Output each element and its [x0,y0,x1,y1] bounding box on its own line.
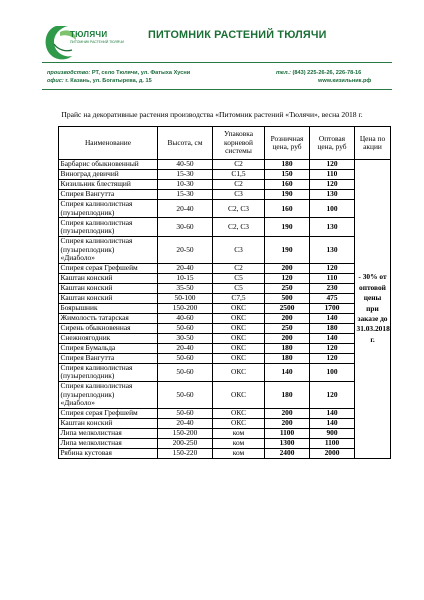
cell-wholesale: 140 [310,408,355,418]
cell-retail: 1100 [265,428,310,438]
table-row [59,236,391,263]
cell-wholesale: 120 [310,180,355,190]
cell-retail: 180 [265,381,310,408]
website[interactable]: www.кизильник.рф [318,78,372,84]
cell-retail: 200 [265,333,310,343]
cell-retail: 200 [265,408,310,418]
cell-retail: 180 [265,343,310,353]
name-line: Спирея серая Грефшейм [60,262,138,272]
header-row [59,127,391,160]
table-row [59,200,391,218]
cell-wholesale: 900 [310,428,355,438]
cell-retail: 190 [265,236,310,263]
cell-pack: С2 [213,263,265,273]
table-row [59,428,391,438]
price-table [58,126,391,459]
cell-name [59,180,158,190]
table-row [59,333,391,343]
cell-pack: С3 [213,190,265,200]
company-title: ПИТОМНИК РАСТЕНИЙ ТЮЛЯЧИ [148,29,327,41]
cell-height: 40-50 [158,160,213,170]
name-line: Спирея Бумальда [60,342,116,352]
cell-wholesale: 130 [310,236,355,263]
cell-name [59,333,158,343]
cell-wholesale: 110 [310,273,355,283]
logo-name: ТЮЛЯЧИ [70,30,108,39]
name-line: Кизильник блестящий [60,179,131,189]
table-row [59,180,391,190]
cell-retail: 190 [265,190,310,200]
table-row [59,343,391,353]
col-height: Высота, см [158,127,213,160]
cell-retail: 2400 [265,448,310,458]
cell-wholesale: 140 [310,333,355,343]
cell-name [59,293,158,303]
table-row [59,263,391,273]
cell-height: 30-50 [158,333,213,343]
cell-name [59,408,158,418]
production-label: производство: [47,70,91,76]
cell-pack: С2, С3 [213,200,265,218]
cell-height: 20-50 [158,236,213,263]
cell-wholesale: 130 [310,190,355,200]
cell-pack: С1,5 [213,170,265,180]
cell-retail: 2500 [265,303,310,313]
name-line: Каштан конский [60,272,113,282]
cell-pack: С5 [213,283,265,293]
name-line: Каштан конский [60,292,113,302]
name-line: Спирея калинолистная [60,381,133,391]
table-row [59,273,391,283]
cell-wholesale: 230 [310,283,355,293]
name-line: Спирея калинолистная [60,199,133,209]
col-promo: Цена по акции [355,127,391,160]
cell-pack: ОКС [213,303,265,313]
cell-retail: 200 [265,418,310,428]
cell-pack: С5 [213,273,265,283]
cell-height: 20-40 [158,343,213,353]
name-line: (пузыреплодник) [60,244,115,254]
cell-pack: С2 [213,180,265,190]
col-name: Наименование [59,127,158,160]
cell-retail: 180 [265,353,310,363]
cell-pack: ком [213,438,265,448]
name-line: Рябина кустовая [60,448,112,458]
col-pack: Упаковка корневой системы [213,127,265,160]
name-line: (пузыреплодник) [60,389,115,399]
cell-retail: 500 [265,293,310,303]
cell-height: 15-30 [158,170,213,180]
cell-retail: 200 [265,313,310,323]
cell-pack: С7,5 [213,293,265,303]
cell-pack: ОКС [213,353,265,363]
cell-height: 150-220 [158,448,213,458]
table-row [59,448,391,458]
name-line: Спирея калинолистная [60,217,133,227]
cell-height: 35-50 [158,283,213,293]
cell-pack: С2, С3 [213,218,265,236]
cell-retail: 160 [265,200,310,218]
table-row [59,293,391,303]
cell-height: 150-200 [158,428,213,438]
cell-height: 10-15 [158,273,213,283]
cell-pack: ОКС [213,408,265,418]
cell-wholesale: 1100 [310,438,355,448]
office-value: г. Казань, ул. Богатырева, д. 15 [65,78,152,84]
name-line: Сирень обыкновенная [60,322,131,332]
table-row [59,283,391,293]
cell-height: 50-60 [158,323,213,333]
promo-note: - 30% от оптовой цены при заказе до 31.03.2018 г. [355,160,391,459]
cell-pack: ОКС [213,343,265,353]
table-row [59,408,391,418]
name-line: Виноград девичий [60,169,119,179]
cell-wholesale: 1700 [310,303,355,313]
name-line: «Диаболо» [60,398,95,408]
cell-pack: ОКС [213,363,265,381]
cell-name [59,418,158,428]
cell-name [59,363,158,381]
name-line: Барбарис обыкновенный [60,159,139,169]
cell-wholesale: 120 [310,353,355,363]
cell-pack: ОКС [213,323,265,333]
table-row [59,313,391,323]
table-row [59,323,391,333]
phone-line [276,70,361,76]
table-row [59,190,391,200]
cell-name [59,273,158,283]
cell-height: 20-40 [158,200,213,218]
cell-name [59,218,158,236]
cell-height: 200-250 [158,438,213,448]
col-wholesale: Оптовая цена, руб [310,127,355,160]
cell-retail: 190 [265,218,310,236]
table-row [59,170,391,180]
cell-name [59,323,158,333]
table-row [59,438,391,448]
cell-name [59,200,158,218]
office-label: офис: [47,78,64,84]
cell-retail: 180 [265,160,310,170]
phone-value: (843) 225-26-26, 226-78-16 [292,70,362,76]
cell-wholesale: 130 [310,218,355,236]
cell-height: 30-60 [158,218,213,236]
cell-retail: 150 [265,170,310,180]
cell-retail: 250 [265,323,310,333]
cell-height: 15-30 [158,190,213,200]
cell-height: 50-60 [158,381,213,408]
table-row [59,418,391,428]
cell-name [59,190,158,200]
cell-retail: 160 [265,180,310,190]
name-line: Спирея Вангутта [60,352,115,362]
cell-wholesale: 2000 [310,448,355,458]
cell-wholesale: 110 [310,170,355,180]
cell-retail: 120 [265,273,310,283]
cell-name [59,438,158,448]
name-line: Спирея серая Грефшейм [60,408,138,418]
table-row [59,381,391,408]
logo-subtitle: ПИТОМНИК РАСТЕНИЙ ТЮЛЯЧИ [70,40,124,44]
cell-pack: ОКС [213,313,265,323]
cell-name [59,283,158,293]
cell-wholesale: 100 [310,363,355,381]
cell-wholesale: 120 [310,343,355,353]
name-line: Снежноягодник [60,332,111,342]
production-address [47,70,190,76]
cell-pack: ком [213,428,265,438]
cell-wholesale: 140 [310,313,355,323]
table-row [59,353,391,363]
letterhead [0,0,424,98]
cell-name [59,263,158,273]
cell-name [59,381,158,408]
phone-label: тел.: [276,70,291,76]
cell-pack: С3 [213,236,265,263]
cell-name [59,236,158,263]
cell-height: 150-200 [158,303,213,313]
table-row [59,160,391,170]
name-line: Спирея калинолистная [60,236,133,246]
table-row [59,303,391,313]
cell-pack: ОКС [213,418,265,428]
cell-height: 20-40 [158,418,213,428]
divider-bottom [42,89,392,90]
name-line: Липа мелколистная [60,438,122,448]
cell-name [59,428,158,438]
cell-height: 40-60 [158,313,213,323]
cell-wholesale: 100 [310,200,355,218]
cell-height: 50-60 [158,363,213,381]
table-row [59,363,391,381]
name-line: Каштан конский [60,282,113,292]
cell-wholesale: 120 [310,263,355,273]
cell-pack: ком [213,448,265,458]
name-line: Спирея калинолистная [60,362,133,372]
cell-name [59,170,158,180]
name-line: (пузыреплодник) [60,371,115,381]
cell-name [59,448,158,458]
cell-name [59,353,158,363]
cell-height: 50-100 [158,293,213,303]
col-retail: Розничная цена, руб [265,127,310,160]
name-line: «Диаболо» [60,252,95,262]
office-address [47,78,152,84]
cell-pack: ОКС [213,333,265,343]
cell-height: 50-60 [158,408,213,418]
cell-wholesale: 120 [310,381,355,408]
name-line: Боярышник [60,302,98,312]
name-line: Жимолость татарская [60,312,129,322]
cell-height: 10-30 [158,180,213,190]
cell-retail: 1300 [265,438,310,448]
cell-name [59,343,158,353]
cell-wholesale: 475 [310,293,355,303]
cell-name [59,313,158,323]
divider-top [42,62,392,63]
cell-height: 50-60 [158,353,213,363]
cell-retail: 200 [265,263,310,273]
name-line: (пузыреплодник) [60,226,115,236]
cell-wholesale: 140 [310,418,355,428]
cell-retail: 250 [265,283,310,293]
production-value: РТ, село Тюлячи, ул. Фатыха Хусни [91,70,191,76]
cell-pack: ОКС [213,381,265,408]
name-line: (пузыреплодник) [60,207,115,217]
cell-name [59,303,158,313]
cell-wholesale: 180 [310,323,355,333]
price-title: Прайс на декоративные растения производства «Питомник растений «Тюлячи», весна 2018 г. [61,110,363,119]
cell-name [59,160,158,170]
cell-pack: С2 [213,160,265,170]
cell-wholesale: 120 [310,160,355,170]
name-line: Каштан конский [60,418,113,428]
name-line: Липа мелколистная [60,428,122,438]
name-line: Спирея Вангутта [60,189,115,199]
cell-retail: 140 [265,363,310,381]
cell-height: 20-40 [158,263,213,273]
table-row [59,218,391,236]
